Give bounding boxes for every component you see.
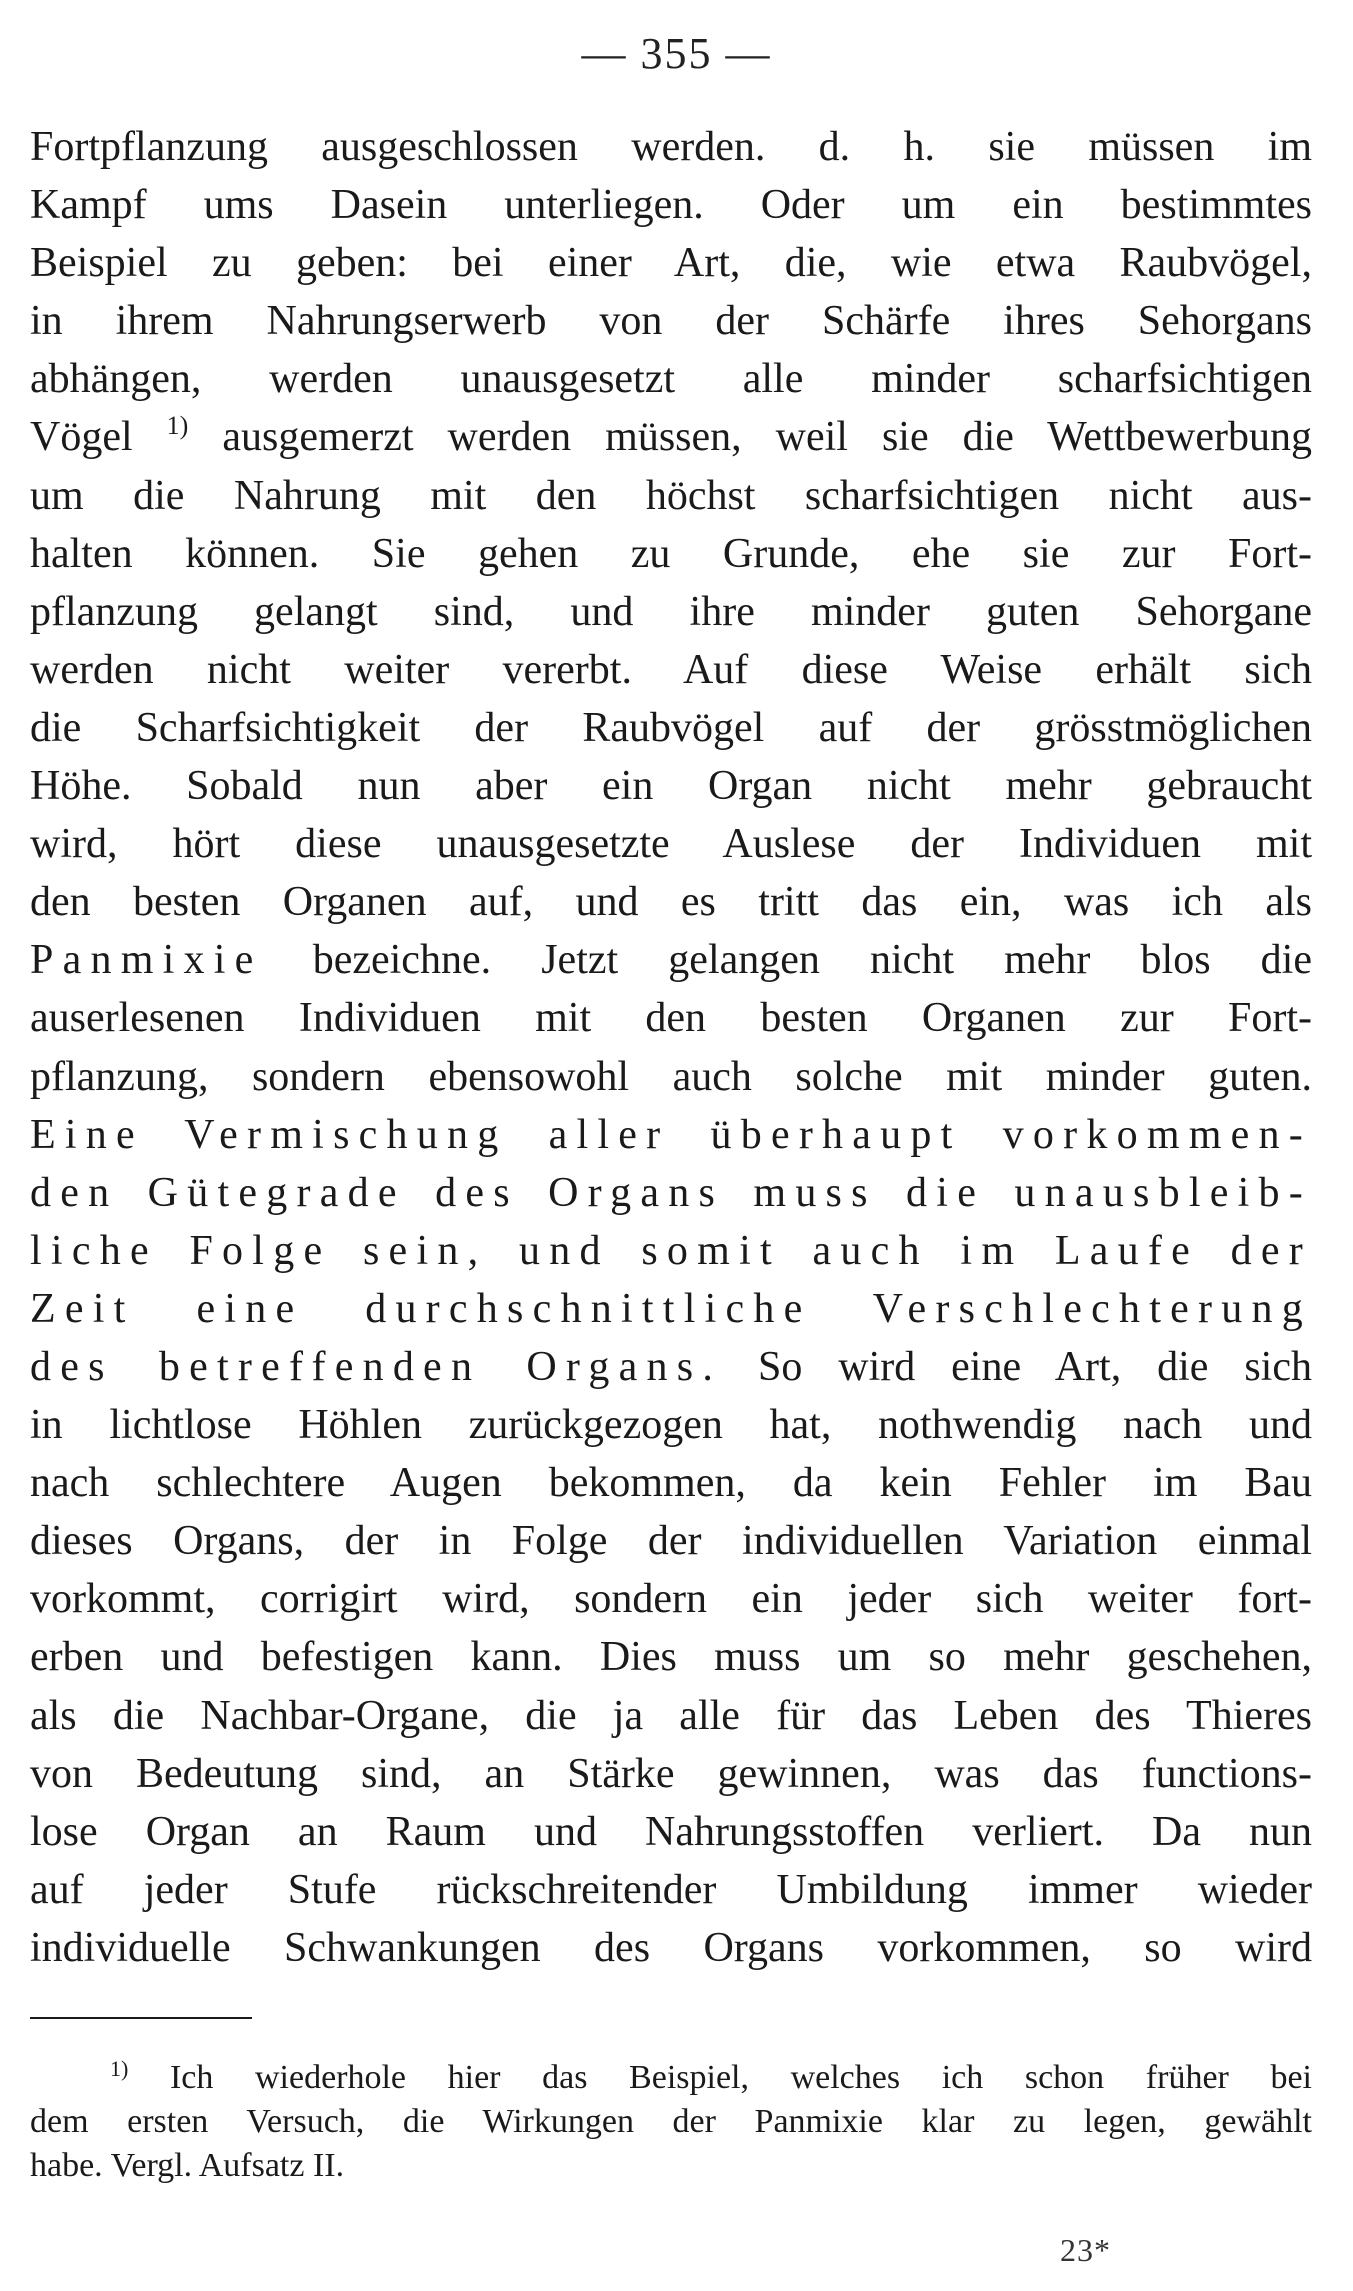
page-number: — 355 — [581, 29, 772, 78]
text-line-with-footnote-ref [30, 408, 1312, 466]
text-line: auserlesenen Individuen mit den besten Organen zur Fort- [30, 995, 1312, 1042]
printer-signature-mark: 23* [1060, 2232, 1111, 2268]
text-line: nach schlechtere Augen bekommen, da kein Fehler im Bau [30, 1460, 1312, 1507]
emphasized-line: Eine Vermischung aller überhaupt vorkommen- [30, 1111, 1312, 1158]
text-line: pflanzung, sondern ebensowohl auch solche mit minder guten. [30, 1053, 1312, 1100]
text-line: werden nicht weiter vererbt. Auf diese Weise erhält sich [30, 646, 1312, 693]
text-line: vorkommt, corrigirt wird, sondern ein jeder sich weiter fort- [30, 1576, 1312, 1623]
main-paragraph [30, 118, 1312, 1977]
text-line: pflanzung gelangt sind, und ihre minder guten Sehorgane [30, 588, 1312, 635]
footnote-marker: 1) [110, 2056, 129, 2081]
text-segment: bezeichne. Jetzt gelangen nicht mehr blos die [312, 937, 1312, 984]
text-line: dieses Organs, der in Folge der individuellen Variation einmal [30, 1518, 1312, 1565]
text-line: Beispiel zu geben: bei einer Art, die, wie etwa Raubvögel, [30, 240, 1312, 287]
text-line: Kampf ums Dasein unterliegen. Oder um ein bestimmtes [30, 182, 1312, 229]
text-line: in ihrem Nahrungserwerb von der Schärfe ihres Sehorgans [30, 298, 1312, 345]
text-line-with-emphasis [30, 1338, 1312, 1396]
footnote-line [30, 2056, 1312, 2100]
footnote-text: Ich wiederhole hier das Beispiel, welches ich schon früher bei [169, 2059, 1313, 2096]
text-line: erben und befestigen kann. Dies muss um so mehr geschehen, [30, 1634, 1312, 1681]
footnote-reference: 1) [166, 411, 189, 441]
text-segment: ausgemerzt werden müssen, weil sie die Wettbewerbung [222, 414, 1313, 461]
text-segment: So wird eine Art, die sich [757, 1343, 1312, 1390]
emphasized-line: Zeit eine durchschnittliche Verschlechterung [30, 1285, 1312, 1332]
footnote [30, 2056, 1312, 2188]
text-line: als die Nachbar-Organe, die ja alle für das Leben des Thieres [30, 1692, 1312, 1739]
text-line: wird, hört diese unausgesetzte Auslese der Individuen mit [30, 821, 1312, 868]
emphasized-line: den Gütegrade des Organs muss die unausbleib- [30, 1169, 1312, 1216]
text-line: lose Organ an Raum und Nahrungsstoffen verliert. Da nun [30, 1808, 1312, 1855]
text-line: um die Nahrung mit den höchst scharfsichtigen nicht aus- [30, 472, 1312, 519]
text-line: die Scharfsichtigkeit der Raubvögel auf der grösstmöglichen [30, 704, 1312, 751]
text-segment: Vögel [30, 414, 133, 461]
text-line: abhängen, werden unausgesetzt alle minder scharfsichtigen [30, 356, 1312, 403]
emphasized-line: liche Folge sein, und somit auch im Laufe der [30, 1227, 1312, 1274]
text-line-with-emphasis [30, 931, 1312, 989]
text-line: Fortpflanzung ausgeschlossen werden. d. h. sie müssen im [30, 124, 1312, 170]
text-line: den besten Organen auf, und es tritt das ein, was ich als [30, 879, 1312, 926]
footnote-separator [30, 2017, 252, 2019]
text-line: in lichtlose Höhlen zurückgezogen hat, nothwendig nach und [30, 1402, 1312, 1449]
footnote-line: habe. Vergl. Aufsatz II. [30, 2147, 345, 2184]
text-line: halten können. Sie gehen zu Grunde, ehe sie zur Fort- [30, 530, 1312, 577]
footnote-line: dem ersten Versuch, die Wirkungen der Panmixie klar zu legen, gewählt [30, 2103, 1312, 2140]
text-line: Höhe. Sobald nun aber ein Organ nicht mehr gebraucht [30, 763, 1312, 810]
text-line: auf jeder Stufe rückschreitender Umbildung immer wieder [30, 1866, 1312, 1913]
text-line: individuelle Schwankungen des Organs vorkommen, so wird [30, 1924, 1312, 1971]
emphasized-term: des betreffenden Organs. [30, 1343, 723, 1390]
text-line: von Bedeutung sind, an Stärke gewinnen, was das functions- [30, 1750, 1312, 1797]
emphasized-term: Panmixie [30, 937, 263, 984]
